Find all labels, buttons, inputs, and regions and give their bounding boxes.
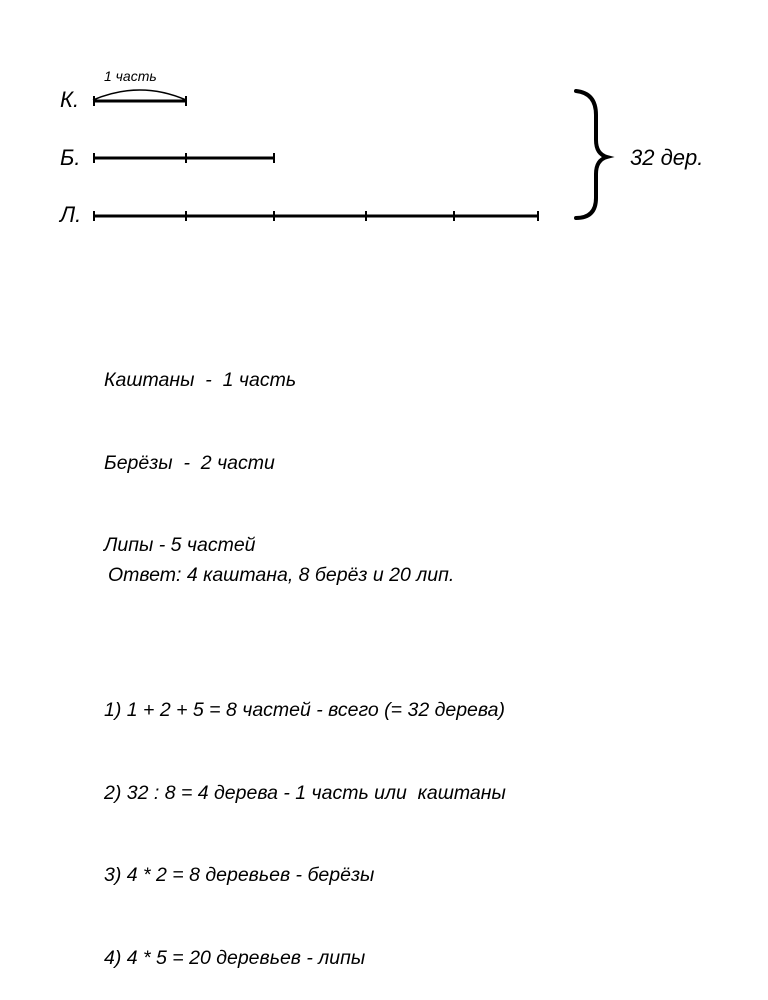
row-label-b: Б.: [60, 145, 81, 170]
given-line: Каштаны - 1 часть: [104, 369, 297, 391]
given-line: Липы - 5 частей: [104, 534, 256, 556]
step-line: 3) 4 * 2 = 8 деревьев - берёзы: [104, 864, 375, 886]
step-line: 4) 4 * 5 = 20 деревьев - липы: [104, 946, 366, 969]
given-block: [104, 312, 506, 1000]
total-label: 32 дер.: [630, 145, 704, 170]
row-label-l: Л.: [60, 202, 82, 227]
part-label: 1 часть: [104, 68, 157, 84]
blank-line: [104, 615, 506, 643]
given-line: Берёзы - 2 части: [104, 451, 275, 474]
part-arc: [93, 90, 186, 100]
step-line: 2) 32 : 8 = 4 дерева - 1 часть или каштаны: [104, 781, 506, 804]
step-line: 1) 1 + 2 + 5 = 8 частей - всего (= 32 дерева): [104, 699, 505, 721]
curly-brace: [576, 91, 607, 218]
segments: [94, 96, 538, 221]
row-label-k: К.: [60, 87, 80, 112]
answer: Ответ: 4 каштана, 8 берёз и 20 лип.: [108, 564, 455, 586]
